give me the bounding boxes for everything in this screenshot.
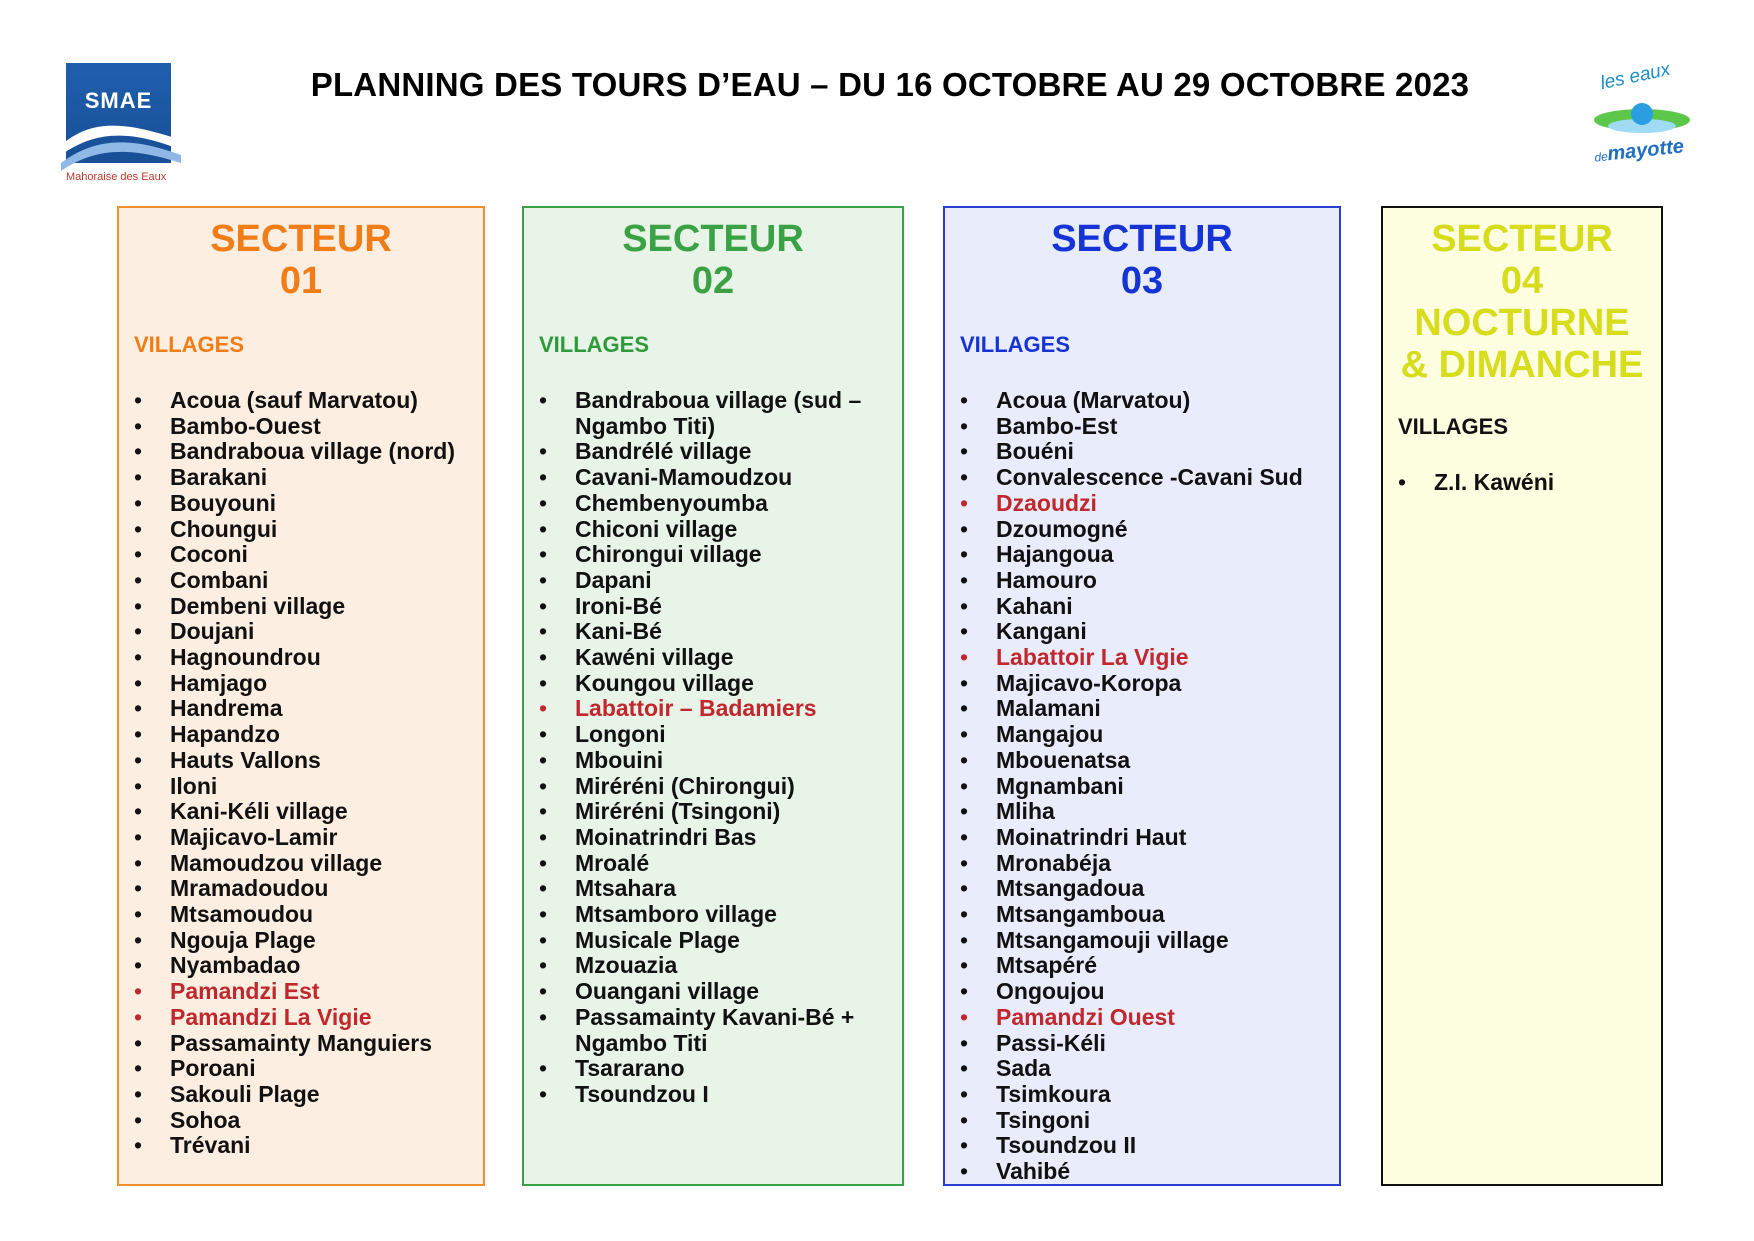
village-item: • Hauts Vallons — [134, 748, 483, 774]
village-item: • Ngouja Plage — [134, 928, 483, 954]
sector-02-heading — [524, 218, 902, 302]
sector-01-panel — [117, 206, 485, 1186]
village-item: • Barakani — [134, 465, 483, 491]
village-item: • Bouyouni — [134, 491, 483, 517]
village-item: • Cavani-Mamoudzou — [539, 465, 902, 491]
eaux-logo-mayotte-text: mayotte — [1606, 135, 1685, 166]
village-item: • Mbouini — [539, 748, 902, 774]
village-item: • Hagnoundrou — [134, 645, 483, 671]
sector-heading-line: SECTEUR — [1431, 218, 1613, 260]
village-item: • Chembenyoumba — [539, 491, 902, 517]
village-item: • Mtsamoudou — [134, 902, 483, 928]
villages-label: VILLAGES — [539, 332, 650, 357]
village-item: • Labattoir – Badamiers — [539, 696, 902, 722]
village-item: • Miréréni (Tsingoni) — [539, 799, 902, 825]
village-list — [119, 388, 483, 1159]
village-item: • Ongoujou — [960, 979, 1339, 1005]
village-item: • Labattoir La Vigie — [960, 645, 1339, 671]
village-item: • Mronabéja — [960, 851, 1339, 877]
village-item: • Mroalé — [539, 851, 902, 877]
village-item: • Majicavo-Koropa — [960, 671, 1339, 697]
eaux-logo-top-text: les eaux — [1598, 58, 1673, 95]
villages-label: VILLAGES — [960, 332, 1071, 357]
village-item: • Iloni — [134, 774, 483, 800]
village-item: • Mtsapéré — [960, 953, 1339, 979]
sector-number: 03 — [1120, 260, 1164, 302]
village-item: • Mtsangamouji village — [960, 928, 1339, 954]
sector-03-panel — [943, 206, 1341, 1186]
village-item: • Passamainty Kavani-Bé + Ngambo Titi — [539, 1005, 902, 1056]
village-item: • Kani-Bé — [539, 619, 902, 645]
village-item: • Dapani — [539, 568, 902, 594]
village-item: • Mliha — [960, 799, 1339, 825]
village-item: • Chiconi village — [539, 517, 902, 543]
village-list — [945, 388, 1339, 1185]
village-item: • Longoni — [539, 722, 902, 748]
village-list — [524, 388, 902, 1108]
village-list — [1383, 470, 1661, 496]
village-item: • Sada — [960, 1056, 1339, 1082]
village-item: • Tsoundzou II — [960, 1133, 1339, 1159]
village-item: • Mtsamboro village — [539, 902, 902, 928]
village-item: • Choungui — [134, 517, 483, 543]
village-item: • Mgnambani — [960, 774, 1339, 800]
village-item: • Sakouli Plage — [134, 1082, 483, 1108]
village-item: • Bandraboua village (sud – Ngambo Titi) — [539, 388, 902, 439]
smae-logo — [61, 63, 181, 187]
village-item: • Doujani — [134, 619, 483, 645]
sector-heading-dimanche: & DIMANCHE — [1400, 344, 1644, 386]
village-item: • Passi-Kéli — [960, 1031, 1339, 1057]
sector-01-heading — [119, 218, 483, 302]
village-item: • Tsararano — [539, 1056, 902, 1082]
village-item: • Dzaoudzi — [960, 491, 1339, 517]
village-item: • Passamainty Manguiers — [134, 1031, 483, 1057]
village-item: • Coconi — [134, 542, 483, 568]
page-title: PLANNING DES TOURS D’EAU – DU 16 OCTOBRE AU 29 OCTOBRE 2023 — [310, 66, 1470, 103]
village-item: • Convalescence -Cavani Sud — [960, 465, 1339, 491]
sector-03-heading — [945, 218, 1339, 302]
village-item: • Moinatrindri Haut — [960, 825, 1339, 851]
village-item: • Mamoudzou village — [134, 851, 483, 877]
village-item: • Vahibé — [960, 1159, 1339, 1185]
village-item: • Hamjago — [134, 671, 483, 697]
village-item: • Trévani — [134, 1133, 483, 1159]
village-item: • Bandraboua village (nord) — [134, 439, 483, 465]
village-item: • Bambo-Ouest — [134, 414, 483, 440]
village-item: • Bambo-Est — [960, 414, 1339, 440]
les-eaux-de-mayotte-logo — [1590, 58, 1705, 172]
village-item: • Majicavo-Lamir — [134, 825, 483, 851]
village-item: • Bandrélé village — [539, 439, 902, 465]
village-item: • Musicale Plage — [539, 928, 902, 954]
village-item: • Poroani — [134, 1056, 483, 1082]
village-item: • Tsingoni — [960, 1108, 1339, 1134]
villages-label: VILLAGES — [1398, 414, 1509, 439]
village-item: • Moinatrindri Bas — [539, 825, 902, 851]
village-item: • Hapandzo — [134, 722, 483, 748]
sector-number: 01 — [279, 260, 323, 302]
village-item: • Dzoumogné — [960, 517, 1339, 543]
village-item: • Mtsangadoua — [960, 876, 1339, 902]
sector-heading-line: SECTEUR — [210, 218, 392, 260]
village-item: • Pamandzi La Vigie — [134, 1005, 483, 1031]
sector-heading-line: SECTEUR — [1051, 218, 1233, 260]
village-item: • Mzouazia — [539, 953, 902, 979]
village-item: • Pamandzi Est — [134, 979, 483, 1005]
village-item: • Mtsahara — [539, 876, 902, 902]
village-item: • Ironi-Bé — [539, 594, 902, 620]
sector-04-heading — [1383, 218, 1661, 386]
village-item: • Miréréni (Chirongui) — [539, 774, 902, 800]
village-item: • Acoua (sauf Marvatou) — [134, 388, 483, 414]
village-item: • Mbouenatsa — [960, 748, 1339, 774]
village-item: • Malamani — [960, 696, 1339, 722]
smae-logo-subtitle: Mahoraise des Eaux — [66, 171, 167, 183]
village-item: • Sohoa — [134, 1108, 483, 1134]
village-item: • Combani — [134, 568, 483, 594]
village-item: • Dembeni village — [134, 594, 483, 620]
village-item: • Z.I. Kawéni — [1398, 470, 1661, 496]
village-item: • Nyambadao — [134, 953, 483, 979]
village-item: • Kangani — [960, 619, 1339, 645]
sector-02-panel — [522, 206, 904, 1186]
sector-number: 04 — [1500, 260, 1544, 302]
village-item: • Kahani — [960, 594, 1339, 620]
sector-number: 02 — [691, 260, 735, 302]
sector-heading-nocturne: NOCTURNE — [1414, 302, 1630, 344]
village-item: • Ouangani village — [539, 979, 902, 1005]
wave-icon — [61, 115, 181, 175]
village-item: • Mramadoudou — [134, 876, 483, 902]
village-item: • Pamandzi Ouest — [960, 1005, 1339, 1031]
village-item: • Bouéni — [960, 439, 1339, 465]
village-item: • Hamouro — [960, 568, 1339, 594]
village-item: • Kani-Kéli village — [134, 799, 483, 825]
village-item: • Chirongui village — [539, 542, 902, 568]
smae-logo-box — [66, 63, 171, 163]
village-item: • Tsoundzou I — [539, 1082, 902, 1108]
village-item: • Kawéni village — [539, 645, 902, 671]
village-item: • Mtsangamboua — [960, 902, 1339, 928]
sector-heading-line: SECTEUR — [622, 218, 804, 260]
village-item: • Acoua (Marvatou) — [960, 388, 1339, 414]
village-item: • Handrema — [134, 696, 483, 722]
eaux-logo-de-text: de — [1593, 149, 1609, 165]
village-item: • Koungou village — [539, 671, 902, 697]
village-item: • Tsimkoura — [960, 1082, 1339, 1108]
sector-04-panel — [1381, 206, 1663, 1186]
village-item: • Mangajou — [960, 722, 1339, 748]
smae-logo-text: SMAE — [84, 88, 153, 113]
villages-label: VILLAGES — [134, 332, 245, 357]
village-item: • Hajangoua — [960, 542, 1339, 568]
